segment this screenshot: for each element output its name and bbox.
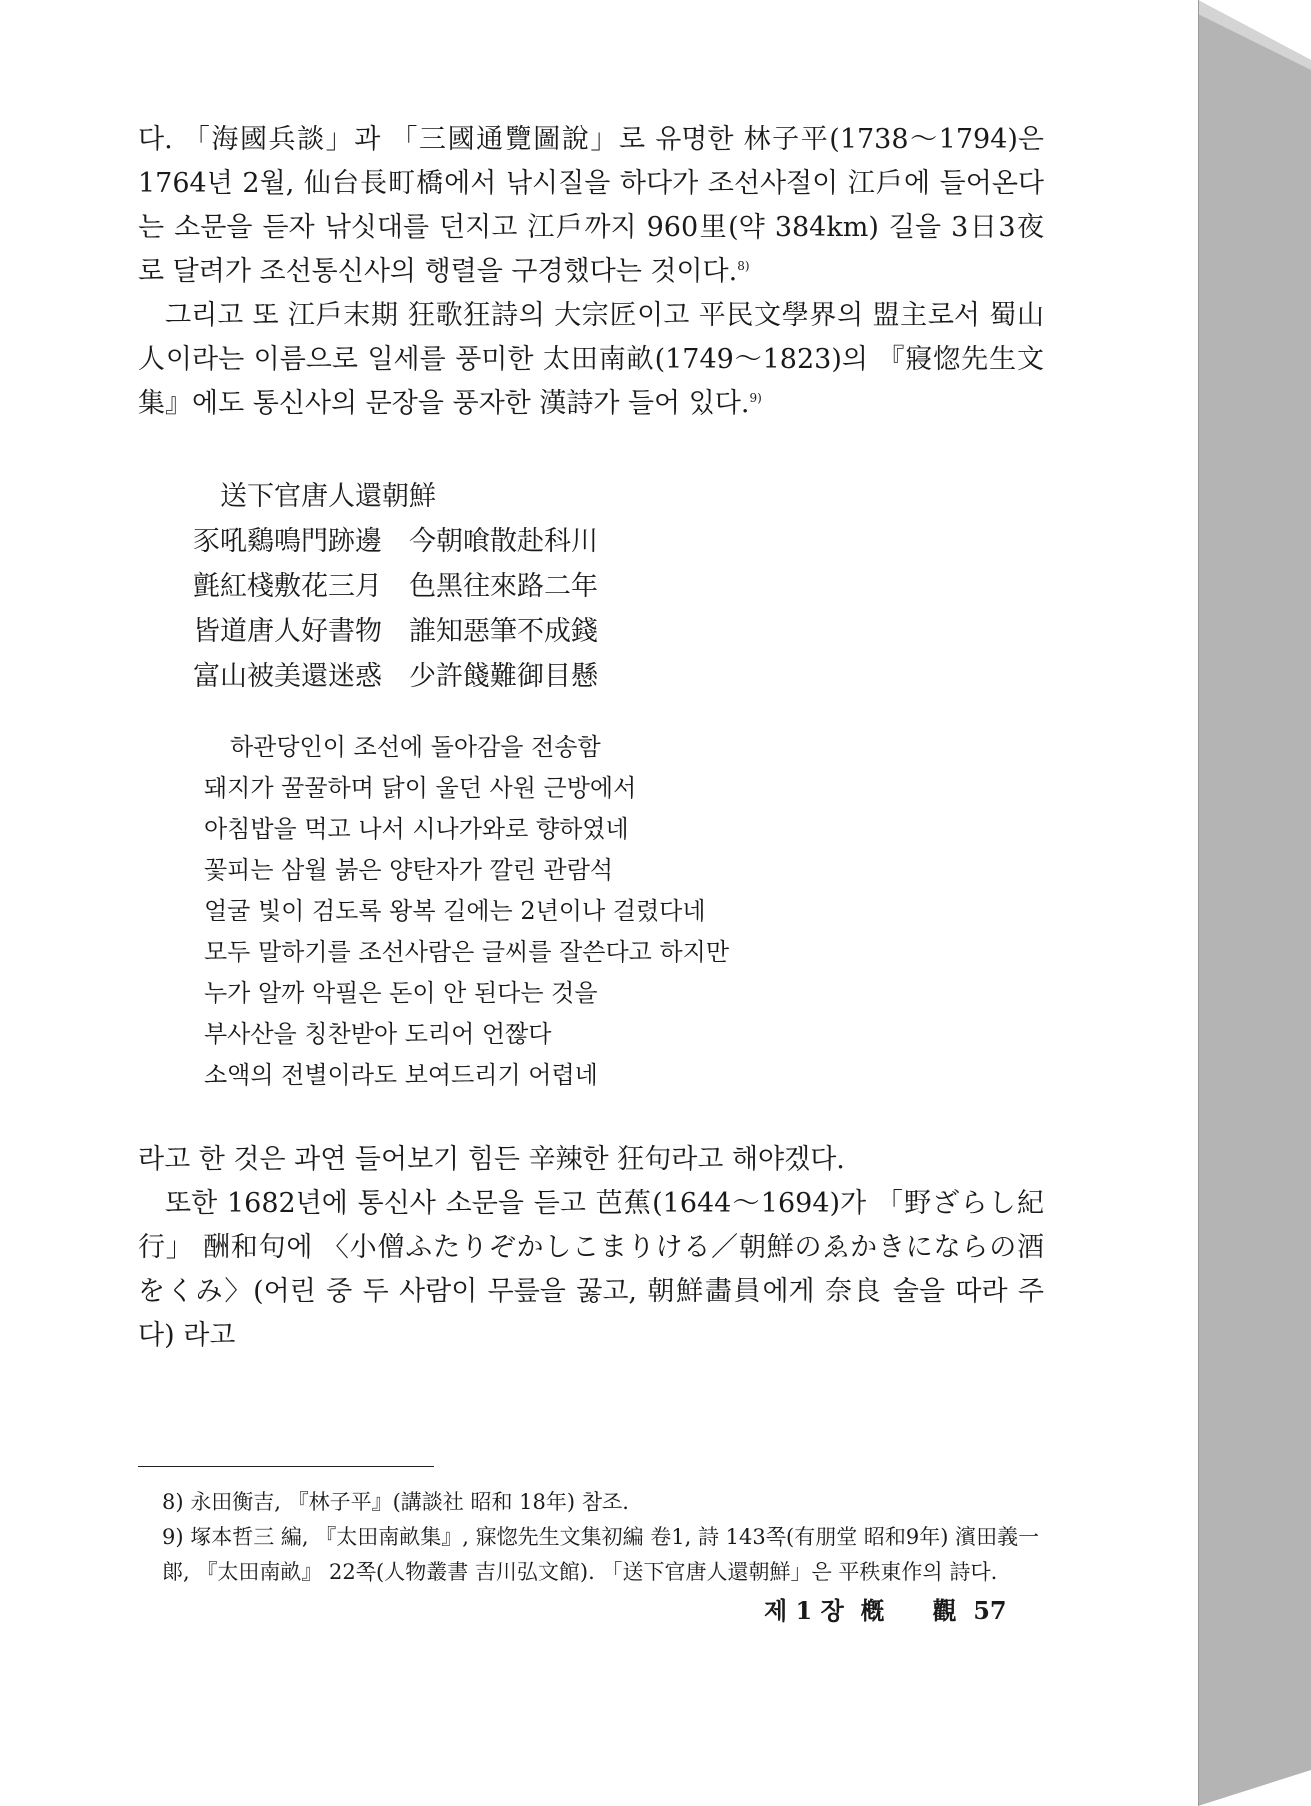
chinese-poem-title: 送下官唐人還朝鮮 (220, 481, 436, 512)
korean-poem-line: 부사산을 칭찬받아 도리어 언짢다 (204, 1020, 552, 1048)
chinese-poem-line: 豕吼鷄鳴門跡邊 今朝喰散赴科川 (193, 526, 598, 557)
korean-poem-line: 누가 알까 악필은 돈이 안 된다는 것을 (204, 979, 598, 1007)
page-content (138, 118, 1044, 1590)
paragraph-3: 라고 한 것은 과연 들어보기 힘든 辛辣한 狂句라고 해야겠다. (138, 1144, 845, 1175)
chinese-poem-line: 氈紅棧敷花三月 色黑往來路二年 (193, 571, 598, 602)
korean-poem-title: 하관당인이 조선에 돌아감을 전송함 (230, 733, 601, 761)
korean-poem-line: 꽃피는 삼월 붉은 양탄자가 깔린 관람석 (204, 856, 614, 884)
chapter-title: 槪 觀 (860, 1596, 957, 1625)
chinese-poem-line: 皆道唐人好書物 誰知惡筆不成錢 (193, 616, 598, 647)
paragraph-2: 그리고 또 江戶末期 狂歌狂詩의 大宗匠이고 平民文學界의 盟主로서 蜀山人이라는 이름으로 일세를 풍미한 太田南畝(1749～1823)의 『寢惚先生文集』에도 통신사의 문장을 풍자한 漢詩가 들어 있다.$^{9)}$ (138, 300, 1044, 419)
footnote-8: 8) 永田衡吉, 『林子平』(講談社 昭和 18年) 참조. (162, 1490, 629, 1514)
book-edge-graphic (1198, 0, 1311, 1806)
footnote-divider (138, 1466, 434, 1467)
korean-poem-line: 소액의 전별이라도 보여드리기 어렵네 (204, 1061, 598, 1089)
korean-poem-line: 아침밥을 먹고 나서 시나가와로 향하였네 (204, 815, 629, 843)
footnote-9: 9) 塚本哲三 編, 『太田南畝集』, 寐惚先生文集初編 卷1, 詩 143쪽(有朋堂 昭和9年) 濱田義一郞, 『太田南畝』 22쪽(人物叢書 吉川弘文館). 「送下官唐人還朝鮮」은 平秩東作의 詩다. (162, 1525, 1040, 1584)
footnote-ref-9: 9) (749, 391, 762, 405)
chapter-label: 제 1 장 (764, 1596, 844, 1625)
page-footer (764, 1591, 1007, 1626)
korean-translation-poem (138, 727, 1044, 1096)
footnotes (138, 1485, 1044, 1590)
korean-poem-line: 얼굴 빛이 검도록 왕복 길에는 2년이나 걸렸다네 (204, 897, 706, 925)
chinese-poem (138, 474, 1044, 699)
paragraph-4: 또한 1682년에 통신사 소문을 듣고 芭蕉(1644～1694)가 「野ざらし紀行」 酬和句에 〈小僧ふたりぞかしこまりける／朝鮮のゑかきにならの酒をくみ〉(어린 중 두 사람이 무릎을 꿇고, 朝鮮畵員에게 奈良 술을 따라 주다) 라고 (138, 1188, 1044, 1351)
book-thickness-icon (1198, 0, 1311, 1806)
chinese-poem-line: 富山被美還迷惑 少許餞難御目懸 (193, 661, 598, 692)
page-number: 57 (973, 1596, 1007, 1625)
korean-poem-line: 돼지가 꿀꿀하며 닭이 울던 사원 근방에서 (204, 774, 637, 802)
korean-poem-line: 모두 말하기를 조선사람은 글씨를 잘쓴다고 하지만 (204, 938, 730, 966)
paragraph-1: 다. 「海國兵談」과 「三國通覽圖說」로 유명한 林子平(1738～1794)은 1764년 2월, 仙台長町橋에서 낚시질을 하다가 조선사절이 江戶에 들어온다는 소문을 듣자 낚싯대를 던지고 江戶까지 960里(약 384km) 길을 3日3夜로 달려가 조선통신사의 행렬을 구경했다는 것이다.$^{8)}$ (138, 124, 1044, 287)
footnote-ref-8: 8) (737, 259, 750, 273)
